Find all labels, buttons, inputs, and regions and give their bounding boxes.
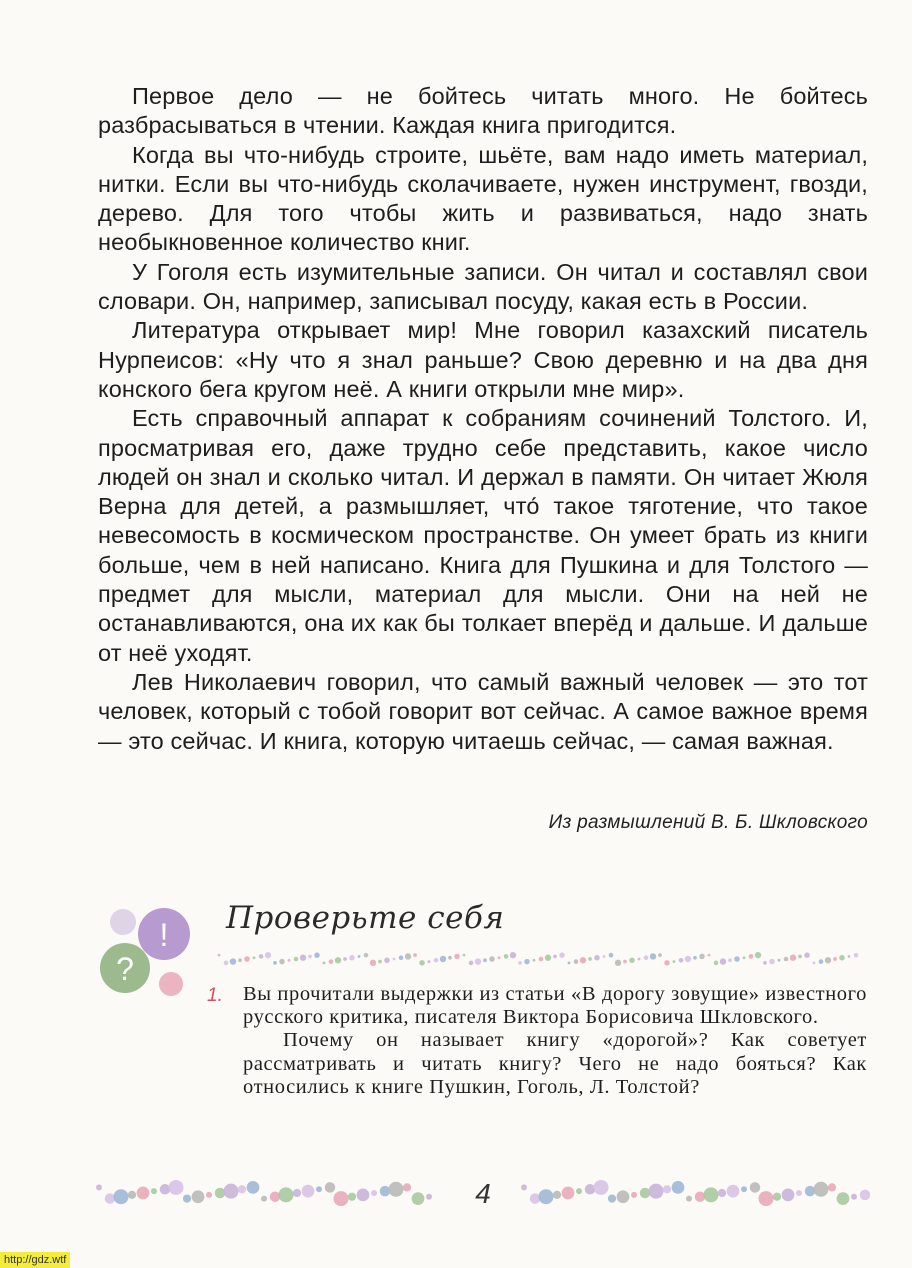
- decor-dot: [718, 1189, 726, 1197]
- decor-dot: [814, 1182, 829, 1197]
- decor-dot: [378, 960, 382, 964]
- decor-dot: [640, 1188, 651, 1199]
- decor-dot: [426, 1194, 432, 1200]
- decor-dot: [562, 1187, 575, 1200]
- decor-dot: [192, 1190, 205, 1203]
- decor-dot: [837, 1192, 850, 1205]
- decor-dot: [224, 961, 229, 966]
- decor-dot: [828, 1183, 836, 1191]
- decor-dot: [685, 956, 691, 962]
- paragraph-2: Когда вы что-нибудь строите, шьёте, вам надо иметь материал, нитки. Если вы что-нибудь сколачиваете, нужен инструмент, гвозди, дерево. Для того чтобы жить и развиваться, надо знать необыкновенное количество книг.: [98, 141, 868, 256]
- decor-dot: [553, 1191, 561, 1199]
- decor-dot: [759, 1191, 774, 1206]
- decor-dot: [483, 958, 487, 962]
- decor-dot: [769, 959, 775, 965]
- paragraph-3: У Гоголя есть изумительные записи. Он читал и составлял свои словари. Он, например, записывал посуду, какая есть в России.: [98, 258, 868, 315]
- decor-dot: [215, 1188, 226, 1199]
- decor-dot: [393, 958, 396, 961]
- decor-dot: [518, 961, 522, 965]
- decor-dot: [813, 961, 816, 964]
- decor-dot: [521, 1184, 527, 1190]
- decor-dot: [265, 952, 271, 958]
- decor-dot: [673, 960, 676, 963]
- decor-dot: [629, 958, 635, 964]
- decor-dot: [588, 957, 592, 961]
- exclamation-icon: !: [159, 917, 169, 953]
- main-text: [98, 82, 868, 756]
- decor-dot: [615, 960, 621, 966]
- decor-dot: [244, 956, 250, 962]
- decor-dot: [734, 956, 740, 962]
- decor-dot: [749, 954, 754, 959]
- decor-dot: [405, 953, 411, 959]
- decor-dot: [218, 954, 221, 957]
- decor-dot: [300, 955, 306, 961]
- footer-dots-right: [520, 1180, 870, 1206]
- paragraph-4: Литература открывает мир! Мне говорил казахский писатель Нурпеисов: «Ну что я знал раньше? Свою деревню и на два дня конского бега кругом неё. А книги открыли мне мир».: [98, 317, 868, 402]
- decor-dot: [348, 1193, 356, 1201]
- paragraph-6: Лев Николаевич говорил, что самый важный человек — это тот человек, который с тобой говорит вот сейчас. А самое важное время — это сейчас. И книга, которую читаешь сейчас, — самая важная.: [98, 668, 868, 754]
- decor-dot: [384, 958, 390, 964]
- decor-dot: [448, 956, 452, 960]
- decor-dot: [454, 954, 460, 960]
- decor-dot: [743, 956, 746, 959]
- decor-dot: [151, 1188, 157, 1194]
- decor-dot: [750, 1182, 761, 1193]
- decor-dot: [335, 957, 341, 963]
- decor-dot: [693, 956, 697, 960]
- decor-dot: [574, 959, 579, 964]
- decor-dot: [727, 1185, 740, 1198]
- decor-dot: [663, 1185, 671, 1193]
- decor-dot: [530, 1193, 541, 1204]
- decor-dot: [504, 954, 509, 959]
- footer-dots-left: [95, 1180, 440, 1206]
- decor-dot: [475, 958, 481, 964]
- decor-dot: [288, 959, 291, 962]
- decor-dot: [804, 952, 810, 958]
- decor-dot: [644, 955, 649, 960]
- decor-dot: [539, 1189, 554, 1204]
- decor-dot: [650, 953, 656, 959]
- decor-dot: [183, 1194, 191, 1202]
- decor-dot: [686, 1196, 692, 1202]
- decor-dot: [585, 1184, 596, 1195]
- decor-dot: [489, 956, 495, 962]
- decor-dot: [851, 1194, 857, 1200]
- decor-dot: [270, 1191, 281, 1202]
- decor-dot: [545, 955, 551, 961]
- decor-dot: [428, 960, 431, 963]
- decor-dot: [755, 952, 761, 958]
- decor-dot: [314, 952, 320, 958]
- decor-dot: [854, 953, 859, 958]
- section-title: Проверьте себя: [226, 900, 505, 936]
- decor-dot: [524, 959, 530, 965]
- decor-dot: [160, 1184, 171, 1195]
- decor-dot: [440, 956, 446, 962]
- decor-dot: [419, 960, 425, 966]
- decor-dot: [238, 1185, 246, 1193]
- paragraph-1: Первое дело — не бойтесь читать много. Не бойтесь разбрасываться в чтении. Каждая книга пригодится.: [98, 83, 868, 139]
- decor-dot: [649, 1184, 664, 1199]
- decor-dot: [357, 1188, 370, 1201]
- check-yourself-icon: [98, 900, 198, 1000]
- decor-dot: [302, 1185, 315, 1198]
- decor-dot: [323, 961, 326, 964]
- decor-dot: [253, 956, 256, 959]
- decor-dot: [371, 1190, 377, 1196]
- decor-dot: [539, 957, 544, 962]
- decor-dot: [568, 961, 571, 964]
- decor-dot: [773, 1193, 781, 1201]
- page-number: 4: [475, 1178, 491, 1209]
- decor-dot: [679, 958, 684, 963]
- decor-dot: [273, 961, 277, 965]
- decor-dot: [325, 1182, 336, 1193]
- decor-dot: [699, 954, 705, 960]
- decor-dot: [114, 1189, 129, 1204]
- decor-dot: [784, 957, 789, 962]
- decor-dot: [224, 1184, 239, 1199]
- decor-dot: [559, 952, 565, 958]
- decor-dot: [358, 955, 361, 958]
- decor-dot: [533, 959, 536, 962]
- decor-dot: [763, 961, 767, 965]
- decor-dot: [741, 1186, 747, 1192]
- decor-dot: [782, 1188, 795, 1201]
- decor-dot: [839, 955, 845, 961]
- decor-dot: [343, 957, 347, 961]
- decor-dot: [510, 952, 516, 958]
- decor-dot: [608, 1194, 616, 1202]
- decor-dot: [364, 953, 369, 958]
- decor-dot: [631, 1192, 637, 1198]
- decor-dot: [169, 1180, 184, 1195]
- decor-dot: [238, 958, 242, 962]
- task-text: [243, 983, 867, 1099]
- task-number: 1.: [207, 985, 223, 1006]
- decor-dot: [293, 1189, 301, 1197]
- decor-dot: [469, 961, 474, 966]
- decor-dot: [720, 958, 726, 964]
- decor-dot: [594, 955, 600, 961]
- decor-dot: [708, 954, 711, 957]
- decor-dot: [137, 1187, 150, 1200]
- decor-dot: [819, 959, 824, 964]
- decor-dot: [380, 1186, 391, 1197]
- decor-dot: [553, 955, 557, 959]
- title-dot-divider: [215, 950, 865, 968]
- decor-dot: [247, 1181, 260, 1194]
- decor-dot: [329, 959, 334, 964]
- decor-dot: [230, 958, 236, 964]
- decor-dot: [389, 1182, 404, 1197]
- decor-dot: [623, 960, 627, 964]
- decor-dot: [704, 1187, 719, 1202]
- decor-dot: [860, 1190, 870, 1201]
- decor-dot: [833, 957, 837, 961]
- decor-dot: [848, 955, 851, 958]
- decor-dot: [206, 1192, 212, 1198]
- decor-dot: [664, 960, 670, 966]
- decor-dot: [334, 1191, 349, 1206]
- decor-dot: [580, 957, 586, 963]
- question-icon: ?: [116, 951, 134, 987]
- decor-dot: [498, 956, 501, 959]
- decor-dot: [434, 958, 439, 963]
- decor-dot: [96, 1184, 102, 1190]
- decor-dot: [695, 1191, 706, 1202]
- decor-dot: [308, 955, 312, 959]
- attribution: Из размышлений В. Б. Шкловского: [548, 812, 868, 833]
- decor-dot: [399, 955, 404, 960]
- watermark-link[interactable]: http://gdz.wtf: [0, 1252, 70, 1268]
- decor-dot: [805, 1186, 816, 1197]
- decor-dot: [576, 1188, 582, 1194]
- decor-dot: [279, 959, 285, 965]
- decor-dot: [316, 1186, 322, 1192]
- decor-dot: [790, 955, 796, 961]
- decor-dot: [294, 957, 299, 962]
- decor-dot: [672, 1181, 685, 1194]
- decor-dot: [714, 961, 719, 966]
- decor-dot: [638, 958, 641, 961]
- decor-dot: [658, 953, 662, 957]
- decor-dot: [798, 955, 802, 959]
- decor-dot: [728, 958, 732, 962]
- decor-dot: [412, 1192, 425, 1205]
- decor-dot: [778, 959, 781, 962]
- decor-dot: [413, 953, 417, 957]
- decor-dot: [796, 1190, 802, 1196]
- decor-dot: [370, 960, 376, 966]
- decor-dot: [825, 957, 831, 963]
- paragraph-5: Есть справочный аппарат к собраниям сочинений Толстого. И, просматривая его, даже трудно себе представить, какое число людей он знал и сколько читал. И держал в памяти. Он читает Жюля Верна для детей, а размышляет, что́ такое тяготение, что такое невесомость в космическом пространстве. Он умеет брать из книги больше, чем в ней написано. Книга для Пушкина и для Толстого — предмет для мысли, материал для мысли. Они на ней не останавливаются, она их как бы толкает вперёд и дальше. И дальше от неё уходят.: [98, 405, 868, 666]
- decor-dot: [603, 955, 606, 958]
- task-paragraph-2: Почему он называет книгу «дорогой»? Как советует рассматривать и читать книгу? Чего не надо бояться? Как относились к книге Пушкин, Гоголь, Л. Толстой?: [243, 1029, 867, 1098]
- task-paragraph-1: Вы прочитали выдержки из статьи «В дорогу зовущие» известного русского критика, писателя Виктора Борисовича Шкловского.: [243, 983, 867, 1029]
- decor-dot: [349, 955, 355, 961]
- decor-dot: [128, 1191, 136, 1199]
- decor-dot: [105, 1193, 116, 1204]
- decor-dot: [261, 1196, 267, 1202]
- decor-dot: [594, 1180, 609, 1195]
- decor-dot: [609, 953, 614, 958]
- decor-dot: [279, 1187, 294, 1202]
- decor-dot: [259, 954, 264, 959]
- decor-dot: [463, 954, 466, 957]
- decor-dot: [617, 1190, 630, 1203]
- decor-dot: [403, 1183, 411, 1191]
